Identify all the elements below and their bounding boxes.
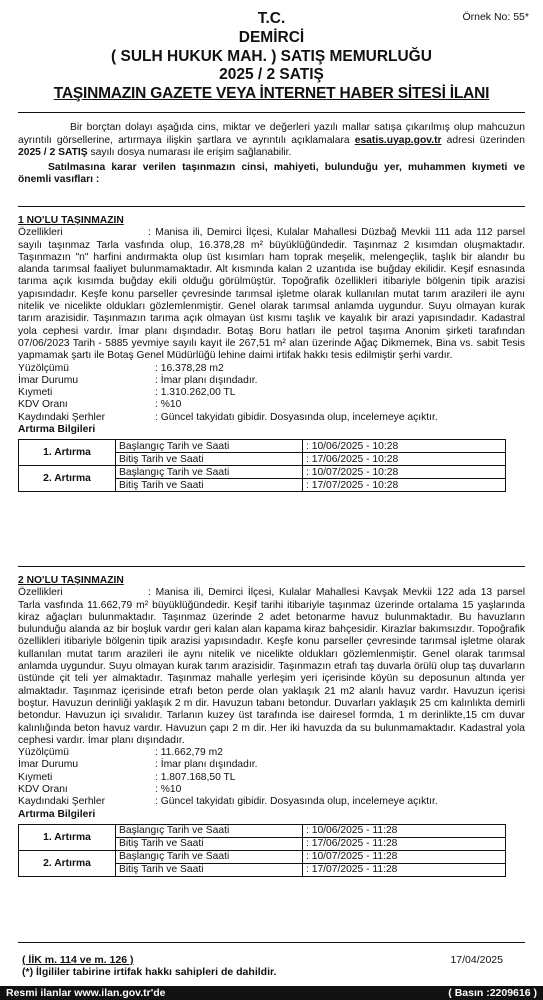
footnote: (*) İlgililer tabirine irtifak hakkı sahipleri de dahildir. — [22, 966, 277, 978]
table-row — [19, 850, 506, 863]
header-line-file: 2025 / 2 SATIŞ — [219, 66, 324, 83]
round-start-value: : 10/06/2025 - 10:28 — [303, 440, 506, 453]
example-number: Örnek No: 55* — [462, 11, 529, 23]
parcel-2-auction-title: Artırma Bilgileri — [18, 808, 96, 820]
property-row — [18, 363, 525, 375]
property-value: : 11.662,79 m2 — [155, 747, 223, 759]
round-end-label: Bitiş Tarih ve Saati — [116, 453, 303, 466]
round-start-label: Başlangıç Tarih ve Saati — [116, 440, 303, 453]
official-site-link[interactable]: Resmi ilanlar www.ilan.gov.tr'de — [6, 987, 166, 999]
intro-paragraph — [18, 122, 525, 187]
round-name: 2. Artırma — [19, 850, 116, 876]
property-key: KDV Oranı — [18, 399, 68, 411]
header-line-tc: T.C. — [257, 10, 286, 27]
property-key: Yüzölçümü — [18, 747, 69, 759]
parcel-1-description — [18, 227, 525, 362]
property-value: : 1.310.262,00 TL — [155, 387, 236, 399]
round-end-label: Bitiş Tarih ve Saati — [116, 479, 303, 492]
round-start-label: Başlangıç Tarih ve Saati — [116, 466, 303, 479]
header-line-office: ( SULH HUKUK MAH. ) SATIŞ MEMURLUĞU — [111, 48, 432, 65]
property-row — [18, 387, 525, 399]
round-name: 1. Artırma — [19, 824, 116, 850]
round-end-value: : 17/07/2025 - 11:28 — [303, 863, 506, 876]
property-key: İmar Durumu — [18, 374, 79, 386]
intro-lead: Satılmasına karar verilen taşınmazın cinsi, mahiyeti, bulunduğu yer, muhammen kıymeti ve önemli vasıfları : — [18, 161, 525, 185]
table-row — [19, 440, 506, 453]
round-end-label: Bitiş Tarih ve Saati — [116, 863, 303, 876]
property-key: Kıymeti — [18, 387, 53, 399]
round-start-label: Başlangıç Tarih ve Saati — [116, 850, 303, 863]
property-value: : Güncel takyidatı gibidir. Dosyasında olup, incelemeye açıktır. — [155, 411, 438, 423]
parcel-2-label: Özellikleri — [18, 587, 63, 599]
esatis-link[interactable]: esatis.uyap.gov.tr — [354, 134, 442, 146]
property-row — [18, 412, 525, 424]
parcel-1-label: Özellikleri — [18, 227, 63, 239]
property-value: : %10 — [155, 399, 182, 411]
parcel-2-description — [18, 587, 525, 747]
property-row — [18, 784, 525, 796]
round-name: 1. Artırma — [19, 440, 116, 466]
round-start-value: : 10/06/2025 - 11:28 — [303, 824, 506, 837]
law-reference: ( İİK m. 114 ve m. 126 ) — [22, 954, 134, 966]
header-line-district: DEMİRCİ — [238, 29, 305, 46]
round-start-value: : 10/07/2025 - 10:28 — [303, 466, 506, 479]
property-row — [18, 399, 525, 411]
intro-text-b: adresi üzerinden — [441, 134, 525, 146]
table-row — [19, 466, 506, 479]
footer-bar — [0, 986, 543, 1000]
section-divider-bottom — [18, 942, 525, 943]
intro-ref: 2025 / 2 SATIŞ — [18, 147, 88, 158]
parcel-1-title: 1 NO'LU TAŞINMAZIN — [18, 215, 124, 226]
round-name: 2. Artırma — [19, 466, 116, 492]
parcel-1-text: : Manisa ili, Demirci İlçesi, Kulalar Mahallesi Düzbağ Mevkii 111 ada 112 parsel sayılı taşınmaz Tarla vasfında olup, 16.378,28 m² büyüklüğündedir. Taşınmaz 2 kısımdan oluşmaktadır. Taşınmazın "n" harfini andırmakta olup üst kısımları ham toprak meşelik, melengeçlik, taşlık bir alandır bu alanda tarımsal faaliyet bulunmamaktadır. Alt kısmında kalan 2 uzantıda ise buğday ekilidir. Keşif esnasında tarıma açık kısımda buğday ekili olduğu görülmüştür. Topoğrafik özellikleri itibariyle bölgenin tipik arazisi yapısındadır. Keşfe konu parseller çevresinde tarımsal işletme olarak kullanılan mutat tarım arazileri ile aynı nitelik ve nicelikte oldukları gözlemlenmiştir. Genel olarak tarımsal anlamda uygundur. Suyu olmayan kurak tarım arazisidir. Taşınmazın tarıma açık olmayan üst kısmı taşlık ve kayalık bir arazi yapısındadır. Kadastral yola cephesi vardır. İmar planı dışındadır. Botaş Boru hatları ile petrol taşıma Anonim şirketi tarafından 07/06/2023 Tarih - 5885 yevmiye sayılı kayıt ile 267,51 m² alan üzerinde Ağaç Dikmemek, Bina vs. sabit Tesis yapmamak şartı ile Botaş Genel Müdürlüğü lehine daimi irtifak hakkı tesis edilmiştir şerhi vardır. — [18, 227, 525, 362]
press-number: ( Basın :2209616 ) — [448, 987, 537, 999]
intro-text-c: sayılı dosya numarası ile erişim sağlanabilir. — [87, 147, 292, 158]
property-row — [18, 747, 525, 759]
notice-date: 17/04/2025 — [450, 954, 503, 966]
round-start-label: Başlangıç Tarih ve Saati — [116, 824, 303, 837]
parcel-2-title: 2 NO'LU TAŞINMAZIN — [18, 575, 124, 586]
property-value: : İmar planı dışındadır. — [155, 759, 258, 771]
property-value: : İmar planı dışındadır. — [155, 374, 258, 386]
property-value: : 16.378,28 m2 — [155, 362, 224, 374]
parcel-1-properties — [18, 363, 525, 424]
parcel-2 — [18, 575, 525, 877]
intro-text-a: Bir borçtan dolayı aşağıda cins, miktar ve değerleri yazılı mallar satışa çıkarılmış olup mahcuzun ayrıntılı görsellerine, artırmaya ilişkin şartlara ve ayrıntılı açıklamalara — [18, 122, 525, 146]
property-key: Kaydındaki Şerhler — [18, 411, 106, 423]
parcel-1-auction-table — [18, 439, 506, 492]
round-start-value: : 10/07/2025 - 11:28 — [303, 850, 506, 863]
property-value: : 1.807.168,50 TL — [155, 771, 236, 783]
parcel-2-text: : Manisa ili, Demirci İlçesi, Kulalar Mahallesi Kavşak Mevkii 122 ada 13 parsel Tarla vasfında 11.662,79 m² büyüklüğündedir. Keşif tarihi itibariyle taşınmaz üzerinde ortalama 15 yaşlarında kiraz ağaçları bulunmaktadır. Taşınmaz üzerinde 2 adet betonarme havuz bulunmaktadır. Bu havuzların bulunduğu alanda az bir boşluk vardır geri kalan alan kapama kiraz bahçesidir. Kirazlar bakımsızdır. Topoğrafik özellikleri itibariyle bölgenin tipik arazisi yapısındadır. Keşfe konu parseller çevresinde tarımsal işletme olarak kullanılan mutat tarım arazileri ile aynı nitelik ve nicelikte oldukları gözlemlenmiştir. Genel olarak tarımsal anlamda uygundur. Suyu olmayan kurak tarım arazisidir. Taşınmazın etrafı taş duvarla örülü olup taş duvarların üstünde çit teli yer almaktadır. Taşınmaz mahalle yerleşim yeri içerisinde köyün su deposunun altında yer almaktadır. Taşınmaz içerisinde etrafı beton perde olan yaklaşık 21 m2 alanlı havuz vardır. Havuzun içerisi boştur. Havuzun derinliği yaklaşık 2 m dir. Havuzun tabanı betondur. Duvarları yaklaşık 25 cm kalınlıkta demirli betondur. Havuzun içi sıvalıdır. Tarlanın kuzey üst tarafında ise dairesel formda, 1 m derinlikte,15 cm duvar kalınlığında beton havuz vardır. Havuzun çapı 2 m dir. Her iki havuzda da su bulunmamaktadır. Kadastral yola cephesi vardır. İmar planı dışındadır. — [18, 587, 525, 746]
round-end-value: : 17/06/2025 - 11:28 — [303, 837, 506, 850]
property-row — [18, 375, 525, 387]
property-key: İmar Durumu — [18, 759, 79, 771]
property-key: Kaydındaki Şerhler — [18, 796, 106, 808]
section-divider-top — [18, 206, 525, 207]
title-rule — [18, 112, 525, 113]
notice-title: TAŞINMAZIN GAZETE VEYA İNTERNET HABER SİTESİ İLANI — [53, 85, 490, 102]
section-divider-middle — [18, 566, 525, 567]
property-key: Kıymeti — [18, 771, 53, 783]
round-end-value: : 17/07/2025 - 10:28 — [303, 479, 506, 492]
property-value: : Güncel takyidatı gibidir. Dosyasında olup, incelemeye açıktır. — [155, 796, 438, 808]
table-row — [19, 824, 506, 837]
property-row — [18, 796, 525, 808]
parcel-2-auction-table — [18, 824, 506, 877]
parcel-2-properties — [18, 747, 525, 808]
round-end-value: : 17/06/2025 - 10:28 — [303, 453, 506, 466]
parcel-1-auction-title: Artırma Bilgileri — [18, 424, 96, 436]
round-end-label: Bitiş Tarih ve Saati — [116, 837, 303, 850]
property-key: KDV Oranı — [18, 784, 68, 796]
property-row — [18, 759, 525, 771]
property-row — [18, 772, 525, 784]
property-key: Yüzölçümü — [18, 362, 69, 374]
parcel-1 — [18, 215, 525, 492]
property-value: : %10 — [155, 784, 182, 796]
